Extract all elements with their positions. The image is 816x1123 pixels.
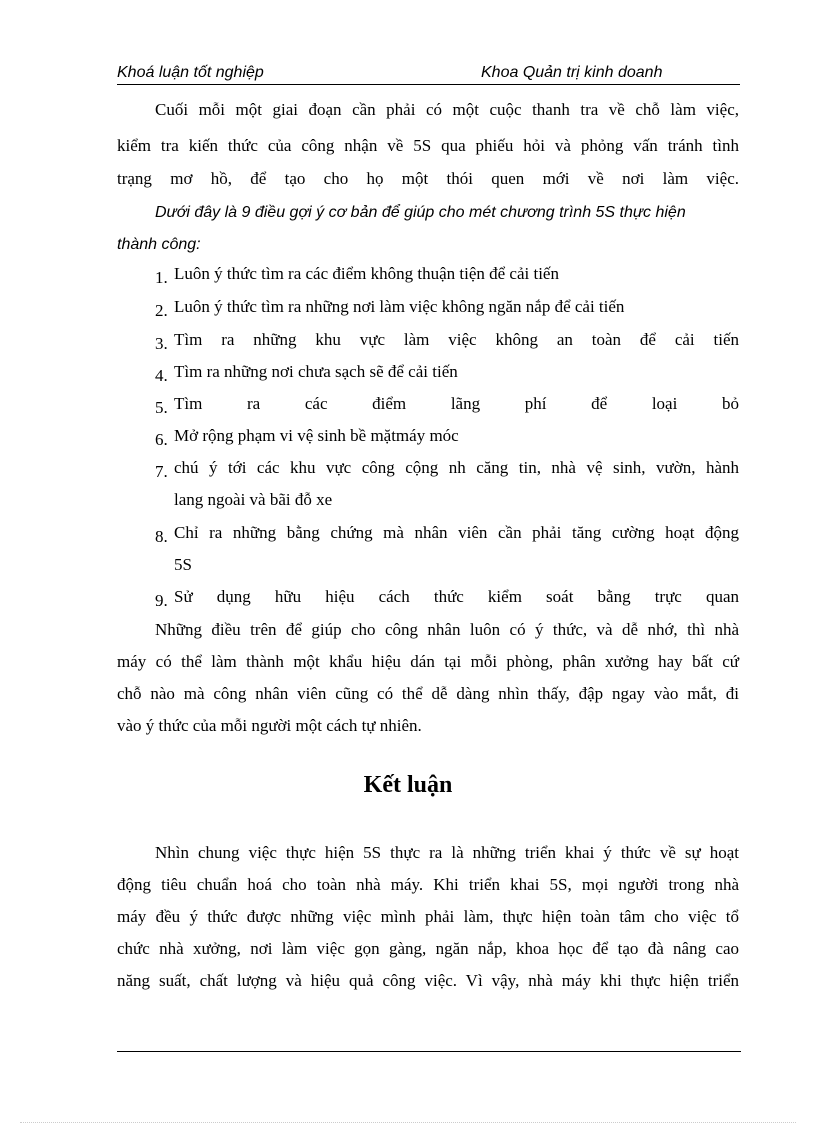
paragraph-line: máy đều ý thức được những việc mình phải làm, thực hiện toàn tâm cho việc tổ [117, 907, 739, 926]
paragraph-line: kiểm tra kiến thức của công nhận về 5S qua phiếu hỏi và phỏng vấn tránh tình [117, 136, 739, 155]
list-number: 1. [155, 268, 168, 287]
footer-rule [117, 1051, 741, 1052]
list-number: 7. [155, 462, 168, 481]
paragraph-line: năng suất, chất lượng và hiệu quả công việc. Vì vậy, nhà máy khi thực hiện triển [117, 971, 739, 990]
list-number: 5. [155, 398, 168, 417]
list-number: 4. [155, 366, 168, 385]
list-text: Chỉ ra những bằng chứng mà nhân viên cần phải tăng cường hoạt động [174, 523, 739, 542]
paragraph-line: vào ý thức của mỗi người một cách tự nhiên. [117, 716, 422, 735]
intro-line: Dưới đây là 9 điều gợi ý cơ bản để giúp cho mét chương trình 5S thực hiện [155, 204, 686, 221]
list-number: 2. [155, 301, 168, 320]
list-text: Tìm ra các điểm lãng phí để loại bỏ [174, 394, 739, 413]
list-text: Tìm ra những nơi chưa sạch sẽ để cải tiến [174, 362, 458, 381]
list-number: 3. [155, 334, 168, 353]
intro-line: thành công: [117, 236, 201, 253]
list-text-continuation: lang ngoài và bãi đỗ xe [174, 490, 333, 509]
section-title: Kết luận [363, 772, 453, 798]
paragraph-line: Nhìn chung việc thực hiện 5S thực ra là những triển khai ý thức về sự hoạt [155, 843, 739, 862]
list-text: Luôn ý thức tìm ra những nơi làm việc không ngăn nắp để cải tiến [174, 297, 625, 316]
list-text-continuation: 5S [174, 555, 192, 574]
paragraph-line: động tiêu chuẩn hoá cho toàn nhà máy. Khi triển khai 5S, mọi người trong nhà [117, 875, 739, 894]
header-right: Khoa Quản trị kinh doanh [481, 64, 663, 81]
list-number: 9. [155, 591, 168, 610]
list-number: 8. [155, 527, 168, 546]
list-text: Luôn ý thức tìm ra các điểm không thuận tiện để cải tiến [174, 264, 559, 283]
list-text: Sử dụng hữu hiệu cách thức kiểm soát bằng trực quan [174, 587, 739, 606]
paragraph-line: máy có thể làm thành một khẩu hiệu dán tại mỗi phòng, phân xưởng hay bất cứ [117, 652, 739, 671]
paragraph-line: chỗ nào mà công nhân viên cũng có thể dễ dàng nhìn thấy, đập ngay vào mắt, đi [117, 684, 739, 703]
paragraph-line: trạng mơ hồ, để tạo cho họ một thói quen mới về nơi làm việc. [117, 169, 739, 188]
list-text: Mở rộng phạm vi vệ sinh bề mặtmáy móc [174, 426, 459, 445]
paragraph-line: Những điều trên để giúp cho công nhân luôn có ý thức, và dễ nhớ, thì nhà [155, 620, 739, 639]
header-left: Khoá luận tốt nghiệp [117, 64, 264, 81]
paragraph-line: Cuối mỗi một giai đoạn cần phải có một cuộc thanh tra về chỗ làm việc, [155, 100, 739, 119]
page-header [117, 62, 740, 85]
list-number: 6. [155, 430, 168, 449]
list-text: Tìm ra những khu vực làm việc không an toàn để cải tiến [174, 330, 739, 349]
list-text: chú ý tới các khu vực công cộng nh căng tin, nhà vệ sinh, vườn, hành [174, 458, 739, 477]
paragraph-line: chức nhà xưởng, nơi làm việc gọn gàng, ngăn nắp, khoa học để tạo đà nâng cao [117, 939, 739, 958]
